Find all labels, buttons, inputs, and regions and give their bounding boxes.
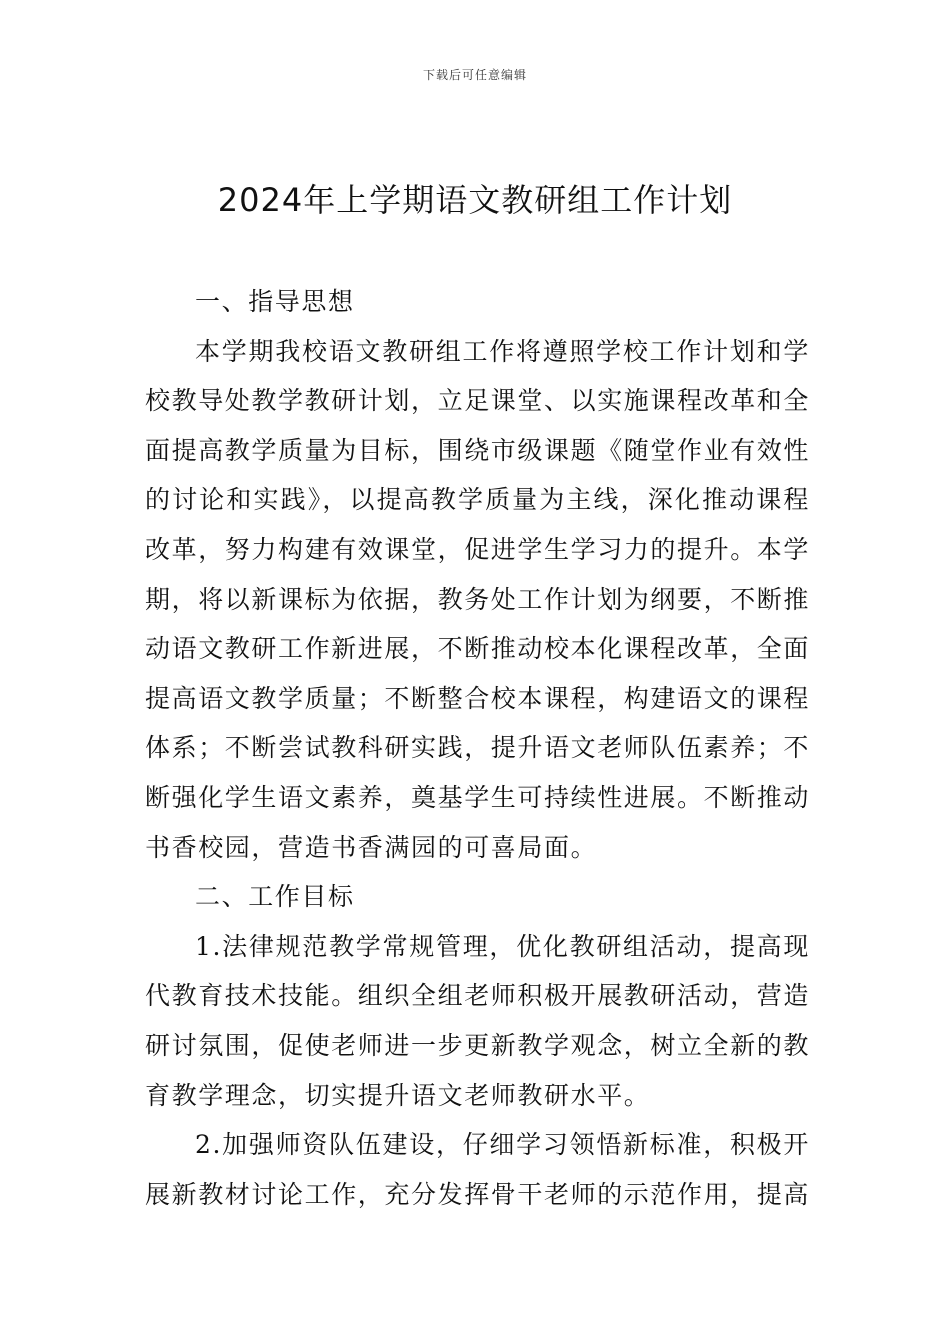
section-heading-guiding-ideology: 一、指导思想 bbox=[195, 287, 355, 316]
paragraph-goal-1: 1.法律规范教学常规管理，优化教研组活动，提高现代教育技术技能。组织全组老师积极开展教研活动，营造研讨氛围，促使老师进一步更新教学观念，树立全新的教育教学理念，切实提升语文老师教研水平。 bbox=[145, 931, 811, 1110]
paragraph-guiding-ideology: 本学期我校语文教研组工作将遵照学校工作计划和学校教导处教学教研计划，立足课堂、以实施课程改革和全面提高教学质量为目标，围绕市级课题《随堂作业有效性的讨论和实践》，以提高教学质量为主线，深化推动课程改革，努力构建有效课堂，促进学生学习力的提升。本学期，将以新课标为依据，教务处工作计划为纲要，不断推动语文教研工作新进展，不断推动校本化课程改革，全面提高语文教学质量；不断整合校本课程，构建语文的课程体系；不断尝试教科研实践，提升语文老师队伍素养；不断强化学生语文素养，奠基学生可持续性进展。不断推动书香校园，营造书香满园的可喜局面。 bbox=[145, 336, 811, 862]
header-note: 下载后可任意编辑 bbox=[422, 68, 527, 82]
section-heading-work-goals: 二、工作目标 bbox=[195, 882, 355, 912]
document-body bbox=[145, 277, 810, 1219]
document-title: 2024年上学期语文教研组工作计划 bbox=[217, 181, 733, 219]
paragraph-goal-2: 2.加强师资队伍建设，仔细学习领悟新标准，积极开展新教材讨论工作，充分发挥骨干老师的示范作用，提高 bbox=[145, 1130, 811, 1209]
